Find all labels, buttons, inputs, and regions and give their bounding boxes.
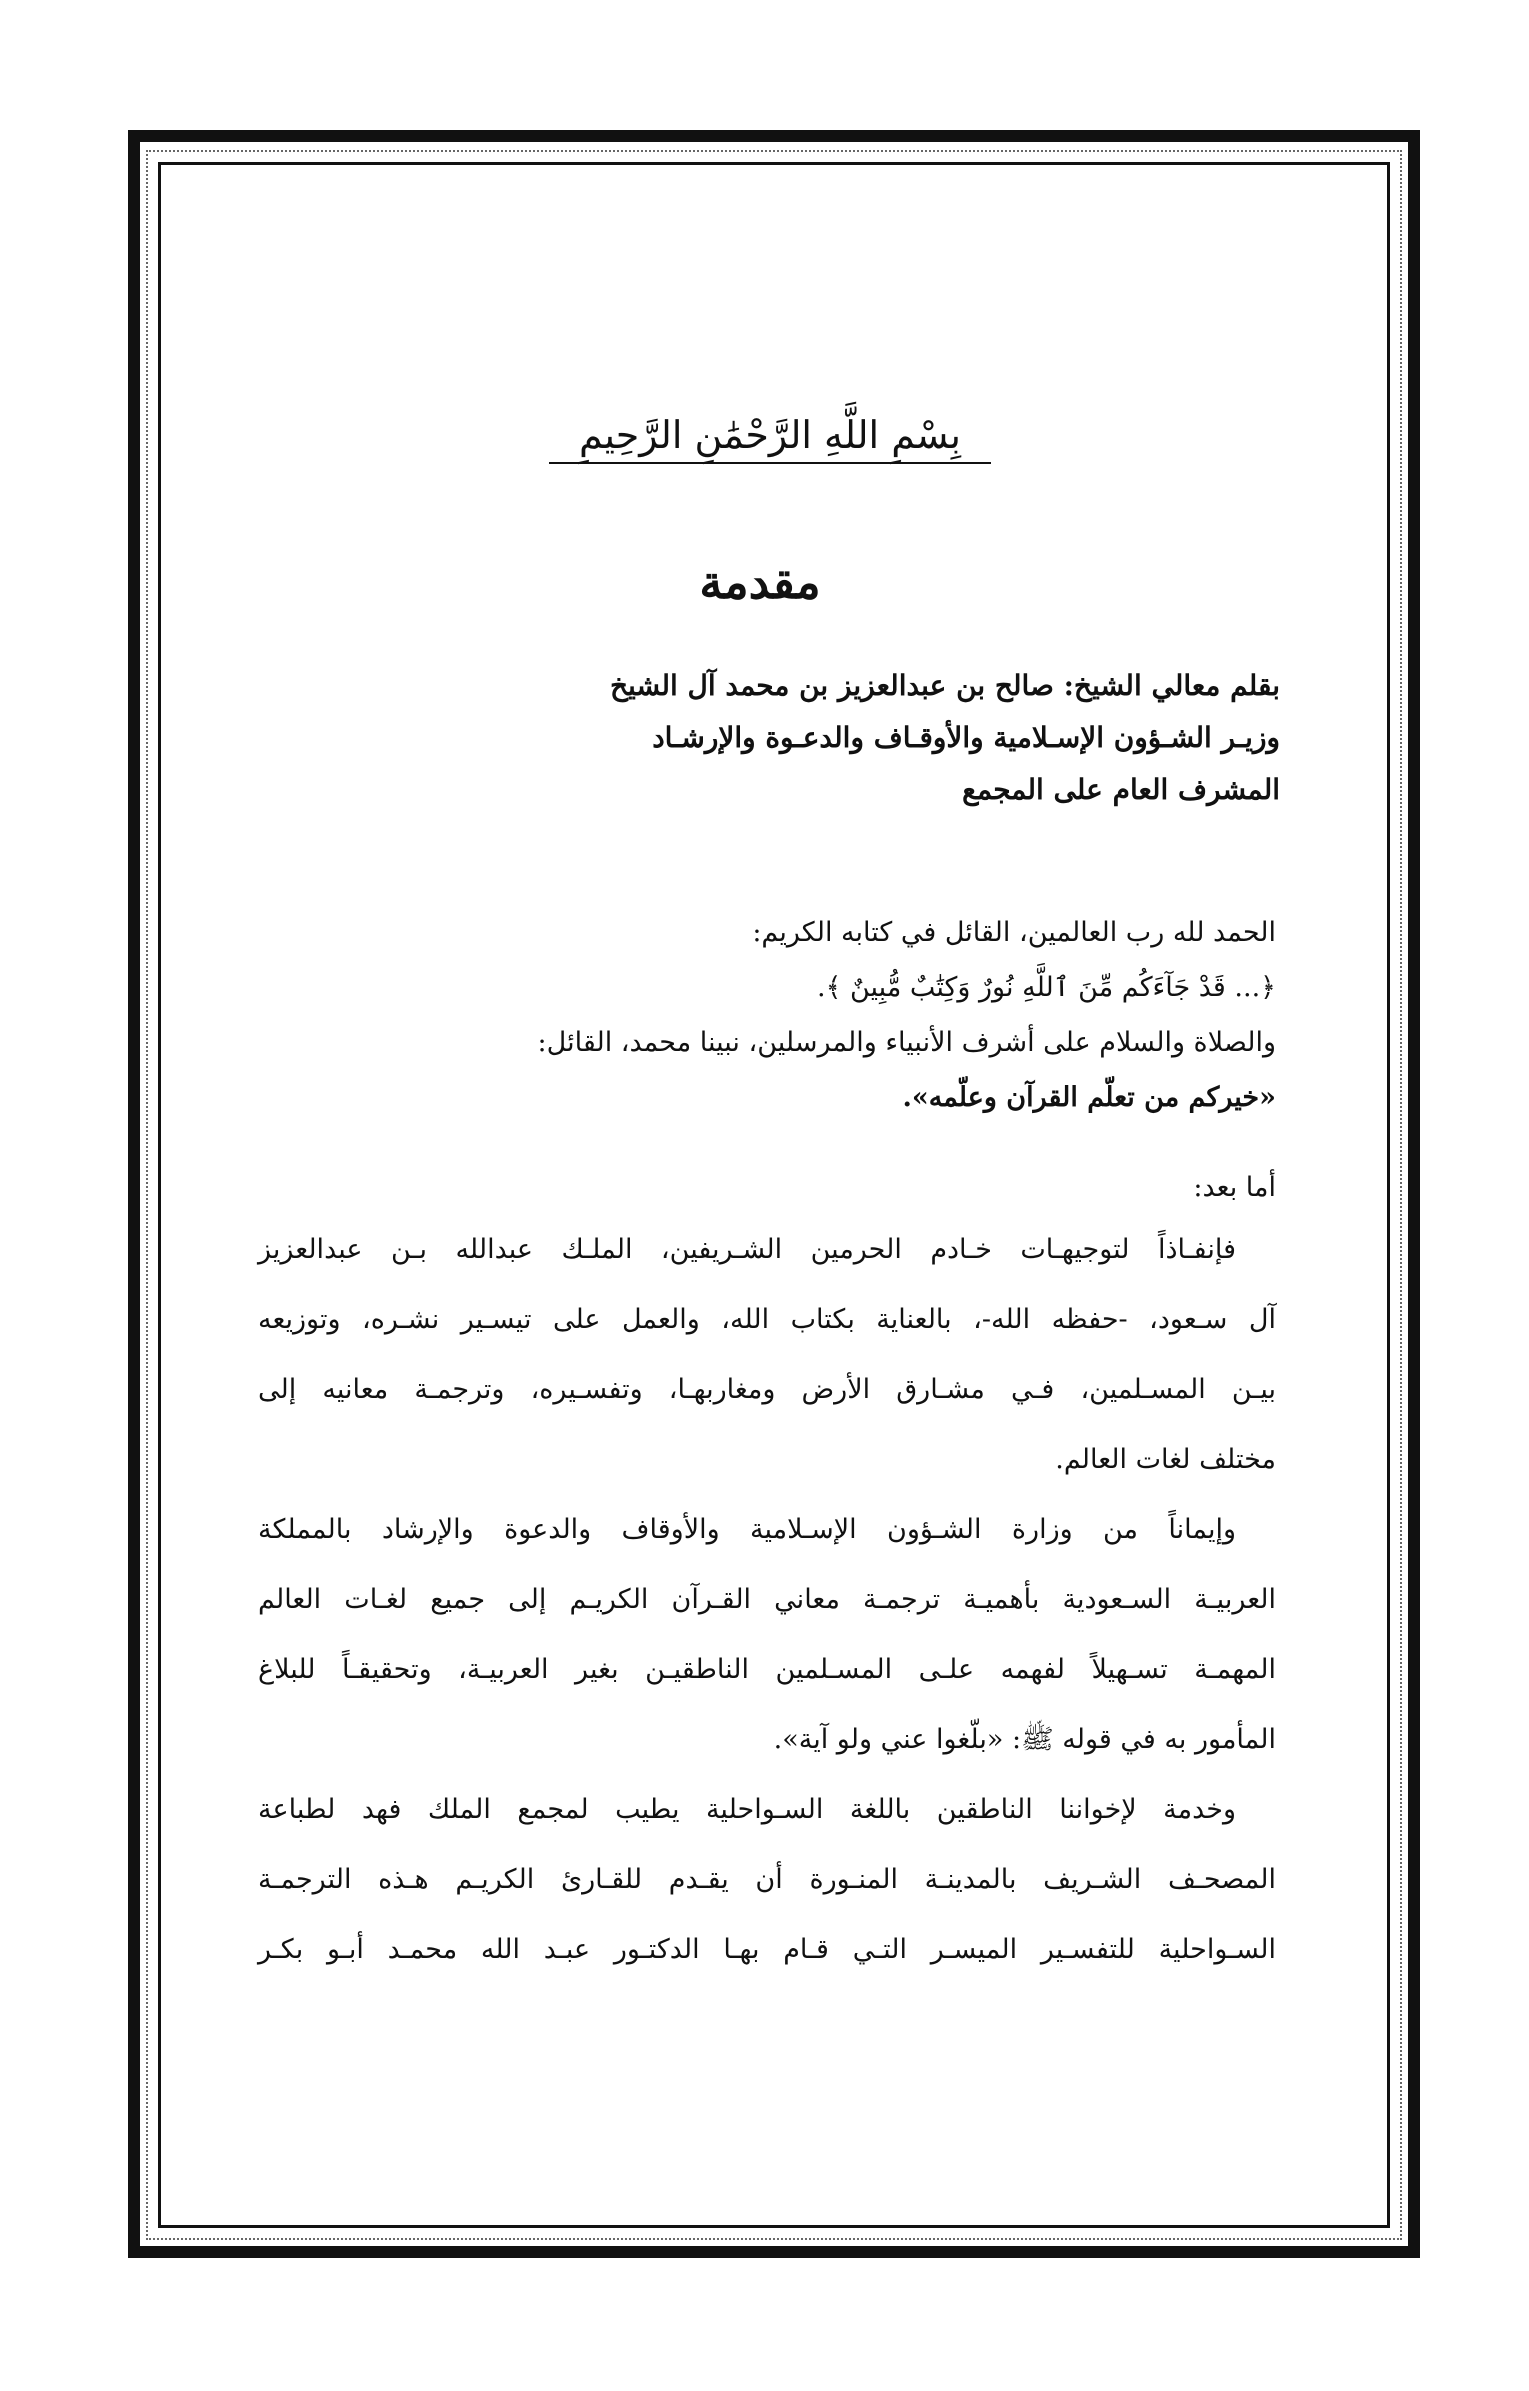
byline-line: المشرف العام على المجمع (962, 773, 1280, 806)
paragraph-line: المصحـف الشـريف بالمدينـة المنـورة أن يقـدم للقـارئ الكريـم هـذه الترجمـة (258, 1864, 1276, 1895)
salutation-line: والصلاة والسلام على أشرف الأنبياء والمرسلين، نبينا محمد، القائل: (537, 1027, 1276, 1058)
basmala-calligraphy (520, 410, 1020, 480)
paragraph-line: المأمور به في قوله ﷺ: «بلّغوا عني ولو آية». (773, 1724, 1276, 1755)
body-text (258, 905, 1276, 1985)
hadith-quote: «خيركم من تعلّم القرآن وعلّمه». (902, 1082, 1276, 1113)
amma-bad: أما بعد: (1193, 1172, 1276, 1203)
paragraph-line: فإنفـاذاً لتوجيهـات خـادم الحرمين الشـريفين، الملـك عبدالله بـن عبدالعزيز (258, 1234, 1236, 1265)
byline-line: بقلم معالي الشيخ: صالح بن عبدالعزيز بن محمد آل الشيخ (609, 669, 1280, 702)
paragraph-line: بيـن المسـلمين، فـي مشـارق الأرض ومغاربهـا، وتفسـيره، وترجمـة معانيه إلى (258, 1374, 1276, 1405)
paragraph-line: وخدمة لإخواننا الناطقين باللغة السـواحلية يطيب لمجمع الملك فهد لطباعة (258, 1794, 1236, 1825)
paragraph-line: السـواحلية للتفسـير الميسـر التـي قـام بهـا الدكتـور عبـد الله محمـد أبـو بكـر (258, 1934, 1277, 1965)
opening-line: الحمد لله رب العالمين، القائل في كتابه الكريم: (752, 917, 1276, 948)
quran-verse: ﴿... قَدْ جَآءَكُم مِّنَ ٱللَّهِ نُورٌ وَكِتَٰبٌ مُّبِينٌ ﴾. (817, 972, 1276, 1003)
author-byline (560, 660, 1280, 816)
paragraph-1 (258, 1215, 1276, 1495)
paragraph-line: آل سـعود، -حفظه الله-، بالعناية بكتاب الله، والعمل على تيسـير نشـره، وتوزيعه (258, 1304, 1276, 1335)
paragraph-line: المهمـة تسـهيلاً لفهمه علـى المسـلمين الناطقيـن بغير العربيـة، وتحقيقـاً للبلاغ (258, 1654, 1276, 1685)
paragraph-2 (258, 1495, 1276, 1775)
basmala-text: بِسْمِ اللَّهِ الرَّحْمَٰنِ الرَّحِيمِ (549, 410, 991, 464)
paragraph-line: وإيماناً من وزارة الشـؤون الإسـلامية والأوقاف والدعوة والإرشاد بالمملكة (258, 1514, 1236, 1545)
page-title: مقدمة (699, 555, 821, 609)
paragraph-3 (258, 1775, 1276, 1985)
byline-line: وزيـر الشـؤون الإسـلامية والأوقـاف والدعـوة والإرشـاد (652, 721, 1280, 754)
paragraph-line: مختلف لغات العالم. (1055, 1444, 1276, 1475)
paragraph-line: العربيـة السـعودية بأهميـة ترجمـة معاني القـرآن الكريـم إلى جميع لغـات العالم (258, 1584, 1276, 1615)
